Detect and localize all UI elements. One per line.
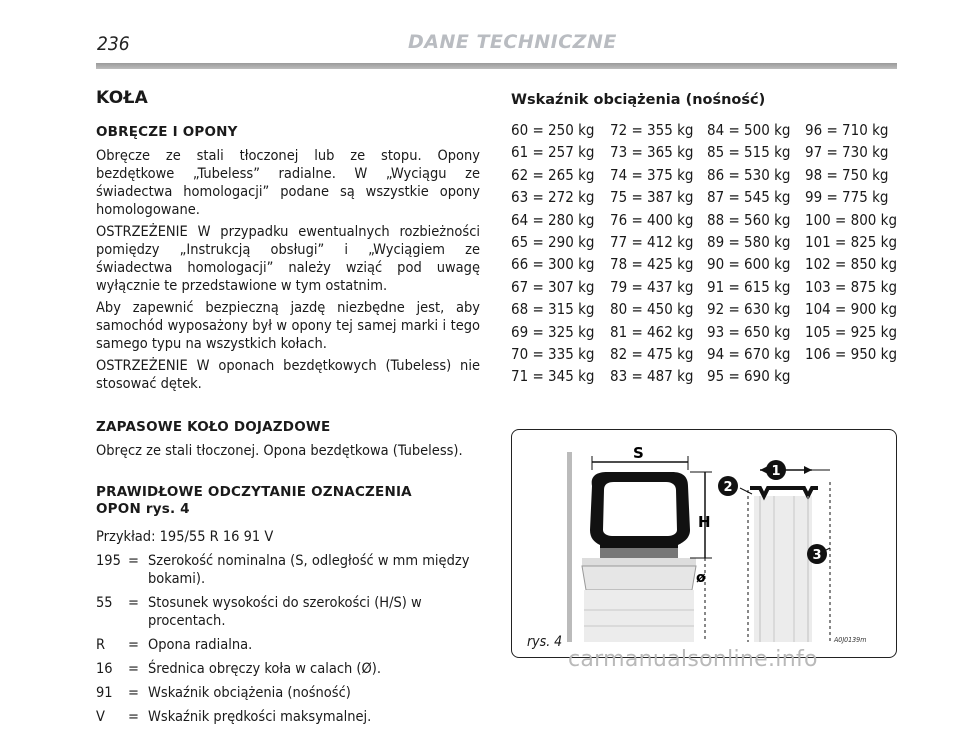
tyre-diagram [512, 430, 895, 656]
tyre-code-eq: = [128, 595, 139, 611]
tyre-code-row [96, 684, 480, 708]
load-index-entry: 60 = 250 kg [511, 121, 595, 139]
tyre-code-desc: Wskaźnik obciążenia (nośność) [148, 685, 351, 701]
tyre-code-eq: = [128, 553, 139, 569]
tyre-code-desc: Stosunek wysokości do szerokości (H/S) w procentach. [148, 595, 422, 629]
load-index-entry: 103 = 875 kg [805, 277, 898, 296]
load-index-entry: 98 = 750 kg [805, 165, 889, 184]
load-index-entry: 93 = 650 kg [707, 322, 791, 341]
load-index-entry: 63 = 272 kg [511, 188, 595, 207]
tyre-code-code: 16 [96, 661, 113, 677]
load-index-entry: 68 = 315 kg [511, 300, 595, 319]
load-index-entry: 100 = 800 kg [805, 210, 898, 229]
load-index-column-1 [511, 119, 594, 388]
tyre-cross-section [567, 452, 696, 642]
load-index-entry: 72 = 355 kg [610, 121, 694, 139]
load-index-entry: 102 = 850 kg [805, 255, 898, 274]
main-heading: KOŁA [96, 88, 149, 108]
load-index-entry: 91 = 615 kg [707, 277, 791, 296]
paragraph-spare-wheel: Obręcz ze stali tłoczonej. Opona bezdętkowa (Tubeless). [96, 443, 463, 459]
tyre-code-row [96, 636, 480, 660]
callout-1-number: 1 [771, 464, 781, 479]
section-heading-rims-tyres: OBRĘCZE I OPONY [96, 124, 238, 140]
callout-2 [718, 476, 738, 496]
load-index-entry: 96 = 710 kg [805, 121, 889, 139]
figure-frame [511, 429, 897, 658]
tyre-example: Przykład: 195/55 R 16 91 V [96, 529, 274, 545]
load-index-entry: 76 = 400 kg [610, 210, 694, 229]
figure-caption: rys. 4 [527, 634, 563, 650]
load-index-entry: 83 = 487 kg [610, 367, 694, 386]
header-title: DANE TECHNICZNE [408, 31, 617, 53]
load-index-entry: 84 = 500 kg [707, 121, 791, 139]
tyre-code-desc: Średnica obręczy koła w calach (Ø). [148, 661, 381, 677]
figure-code: A0J0139m [834, 636, 867, 644]
load-index-entry: 85 = 515 kg [707, 143, 791, 162]
section-heading-tyre-marking [96, 484, 480, 518]
load-index-entry: 62 = 265 kg [511, 165, 595, 184]
header-rule [96, 63, 897, 69]
load-index-entry: 64 = 280 kg [511, 210, 595, 229]
load-index-entry: 80 = 450 kg [610, 300, 694, 319]
tyre-code-desc: Opona radialna. [148, 637, 253, 653]
load-index-entry: 106 = 950 kg [805, 345, 898, 364]
callout-2-number: 2 [723, 480, 733, 495]
label-s: S [633, 444, 644, 462]
load-index-entry: 78 = 425 kg [610, 255, 694, 274]
tyre-code-row [96, 552, 480, 594]
load-index-column-4 [805, 119, 897, 365]
paragraph-safety: Aby zapewnić bezpieczną jazdę niezbędne jest, aby samochód wyposażony był w opony tej samej marki i tego samego typu na wszystkich kołach. [96, 300, 480, 352]
tyre-code-table [96, 552, 480, 732]
tyre-code-code: 55 [96, 595, 113, 611]
callout-3-number: 3 [812, 548, 822, 563]
load-index-entry: 90 = 600 kg [707, 255, 791, 274]
callout-1 [766, 460, 786, 480]
load-index-entry: 104 = 900 kg [805, 300, 898, 319]
load-index-entry: 66 = 300 kg [511, 255, 595, 274]
load-index-entry: 99 = 775 kg [805, 188, 889, 207]
paragraph-warning-1: OSTRZEŻENIE W przypadku ewentualnych rozbieżności pomiędzy „Instrukcją obsługi” i „Wyciągiem ze świadectwa homologacji” należy wziąć pod uwagę wyłącznie te przedstawione w tym ostatnim. [96, 224, 480, 294]
tyre-code-eq: = [128, 637, 139, 653]
tyre-code-row [96, 660, 480, 684]
tyre-code-eq: = [128, 709, 139, 725]
load-index-entry: 79 = 437 kg [610, 277, 694, 296]
load-index-entry: 87 = 545 kg [707, 188, 791, 207]
load-index-entry: 88 = 560 kg [707, 210, 791, 229]
load-index-entry: 105 = 925 kg [805, 322, 898, 341]
load-index-entry: 77 = 412 kg [610, 233, 694, 252]
section-heading-spare-wheel: ZAPASOWE KOŁO DOJAZDOWE [96, 419, 331, 435]
load-index-entry: 67 = 307 kg [511, 277, 595, 296]
load-index-entry: 95 = 690 kg [707, 367, 791, 386]
left-column [96, 88, 480, 732]
load-index-entry: 71 = 345 kg [511, 367, 595, 386]
watermark: carmanualsonline.info [568, 647, 818, 672]
section-heading-line-2: OPON rys. 4 [96, 501, 190, 517]
load-index-entry: 69 = 325 kg [511, 322, 595, 341]
load-index-entry: 97 = 730 kg [805, 143, 889, 162]
load-index-entry: 61 = 257 kg [511, 143, 595, 162]
section-heading-line-1: PRAWIDŁOWE ODCZYTANIE OZNACZENIA [96, 484, 412, 500]
paragraph-warning-2: OSTRZEŻENIE W oponach bezdętkowych (Tubeless) nie stosować dętek. [96, 358, 480, 392]
load-index-column-2 [610, 119, 693, 388]
tyre-code-code: V [96, 709, 105, 725]
load-index-entry: 81 = 462 kg [610, 322, 694, 341]
tyre-code-desc: Wskaźnik prędkości maksymalnej. [148, 709, 372, 725]
load-index-heading: Wskaźnik obciążenia (nośność) [511, 92, 766, 108]
label-h: H [698, 513, 711, 531]
load-index-column-3 [707, 119, 790, 388]
page-number: 236 [97, 33, 130, 55]
load-index-entry: 70 = 335 kg [511, 345, 595, 364]
tyre-code-code: R [96, 637, 106, 653]
tyre-code-eq: = [128, 661, 139, 677]
paragraph-rims: Obręcze ze stali tłoczonej lub ze stopu. Opony bezdętkowe „Tubeless” radialne. W „Wyciągu ze świadectwa homologacji” podane są wszystkie opony homologowane. [96, 148, 480, 218]
load-index-entry: 73 = 365 kg [610, 143, 694, 162]
load-index-entry: 82 = 475 kg [610, 345, 694, 364]
tyre-code-row [96, 708, 480, 732]
tyre-code-code: 91 [96, 685, 113, 701]
label-diameter: ø [696, 570, 706, 586]
load-index-entry: 86 = 530 kg [707, 165, 791, 184]
tyre-code-desc: Szerokość nominalna (S, odległość w mm między bokami). [148, 553, 470, 587]
tyre-code-eq: = [128, 685, 139, 701]
dimension-s [592, 444, 688, 470]
load-index-entry: 74 = 375 kg [610, 165, 694, 184]
tyre-code-row [96, 594, 480, 636]
load-index-entry: 75 = 387 kg [610, 188, 694, 207]
load-index-entry: 94 = 670 kg [707, 345, 791, 364]
tyre-code-code: 195 [96, 553, 121, 569]
load-index-entry: 65 = 290 kg [511, 233, 595, 252]
load-index-entry: 92 = 630 kg [707, 300, 791, 319]
callout-3 [807, 544, 827, 564]
load-index-entry: 101 = 825 kg [805, 233, 898, 252]
load-index-entry: 89 = 580 kg [707, 233, 791, 252]
